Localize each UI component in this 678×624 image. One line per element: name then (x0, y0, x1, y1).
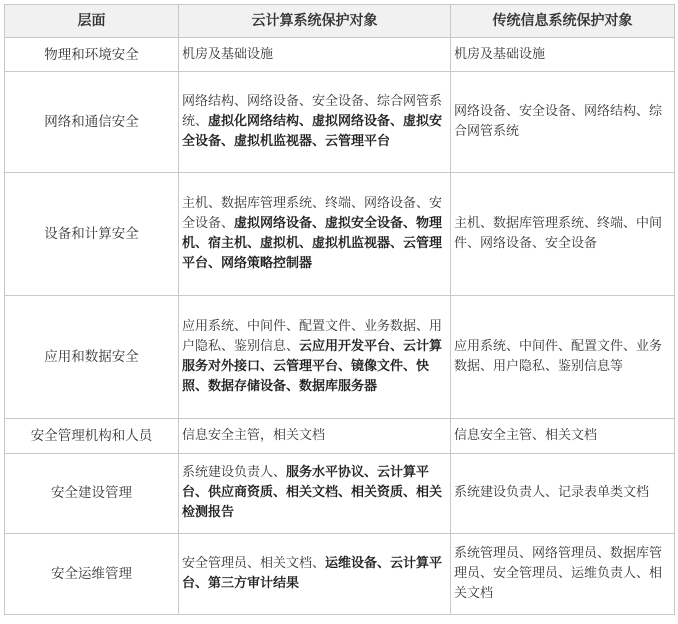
row-traditional-cell: 网络设备、安全设备、网络结构、综合网管系统 (451, 72, 675, 173)
row-cloud-cell (179, 453, 451, 534)
cloud-normal-text: 应用系统、中间件、配置文件、业务数据、用户隐私、鉴别信息、 (182, 319, 443, 355)
cloud-normal-text: 系统建设负责人、 (182, 465, 287, 481)
header-row (5, 5, 675, 38)
row-layer-cell: 安全建设管理 (5, 453, 179, 534)
cloud-bold-text: 虚拟化网络结构、虚拟网络设备、虚拟安全设备、虚拟机监视器、云管理平台 (182, 114, 443, 150)
row-layer-cell: 物理和环境安全 (5, 38, 179, 72)
row-traditional-cell: 主机、数据库管理系统、终端、中间件、网络设备、安全设备 (451, 173, 675, 296)
cloud-normal-text: 主机、数据库管理系统、终端、网络设备、安全设备、 (182, 196, 443, 232)
row-traditional-cell: 应用系统、中间件、配置文件、业务数据、用户隐私、鉴别信息等 (451, 296, 675, 419)
table-row (5, 296, 675, 419)
cloud-normal-text: 安全管理员、相关文档、 (182, 556, 326, 572)
row-cloud-cell (179, 534, 451, 615)
row-traditional-cell: 信息安全主管、相关文档 (451, 419, 675, 453)
cloud-normal-text: 信息安全主管，相关文档 (182, 427, 326, 443)
row-cloud-cell (179, 72, 451, 173)
row-traditional-cell: 系统管理员、网络管理员、数据库管理员、安全管理员、运维负责人、相关文档 (451, 534, 675, 615)
row-layer-cell: 应用和数据安全 (5, 296, 179, 419)
row-cloud-cell (179, 296, 451, 419)
table-row (5, 419, 675, 453)
header-cloud: 云计算系统保护对象 (179, 5, 451, 38)
cloud-bold-text: 服务水平协议、云计算平台、供应商资质、相关文档、相关资质、相关检测报告 (182, 465, 443, 521)
header-layer: 层面 (5, 5, 179, 38)
table-row (5, 173, 675, 296)
table-row (5, 453, 675, 534)
row-layer-cell: 网络和通信安全 (5, 72, 179, 173)
row-cloud-cell (179, 173, 451, 296)
row-layer-cell: 安全管理机构和人员 (5, 419, 179, 453)
cloud-bold-text: 虚拟网络设备、虚拟安全设备、物理机、宿主机、虚拟机、虚拟机监视器、云管理平台、网络策略控制器 (182, 216, 443, 272)
comparison-table (4, 4, 675, 615)
cloud-bold-text: 运维设备、云计算平台、第三方审计结果 (182, 556, 443, 592)
row-layer-cell: 安全运维管理 (5, 534, 179, 615)
cloud-normal-text: 机房及基础设施 (182, 46, 274, 62)
table-row (5, 534, 675, 615)
row-traditional-cell: 机房及基础设施 (451, 38, 675, 72)
row-cloud-cell (179, 38, 451, 72)
row-traditional-cell: 系统建设负责人、记录表单类文档 (451, 453, 675, 534)
header-traditional: 传统信息系统保护对象 (451, 5, 675, 38)
table-row (5, 72, 675, 173)
table-row (5, 38, 675, 72)
cloud-normal-text: 网络结构、网络设备、安全设备、综合网管系统、 (182, 94, 443, 130)
row-layer-cell: 设备和计算安全 (5, 173, 179, 296)
cloud-bold-text: 云应用开发平台、云计算服务对外接口、云管理平台、镜像文件、快照、数据存储设备、数据库服务器 (182, 339, 443, 395)
row-cloud-cell (179, 419, 451, 453)
